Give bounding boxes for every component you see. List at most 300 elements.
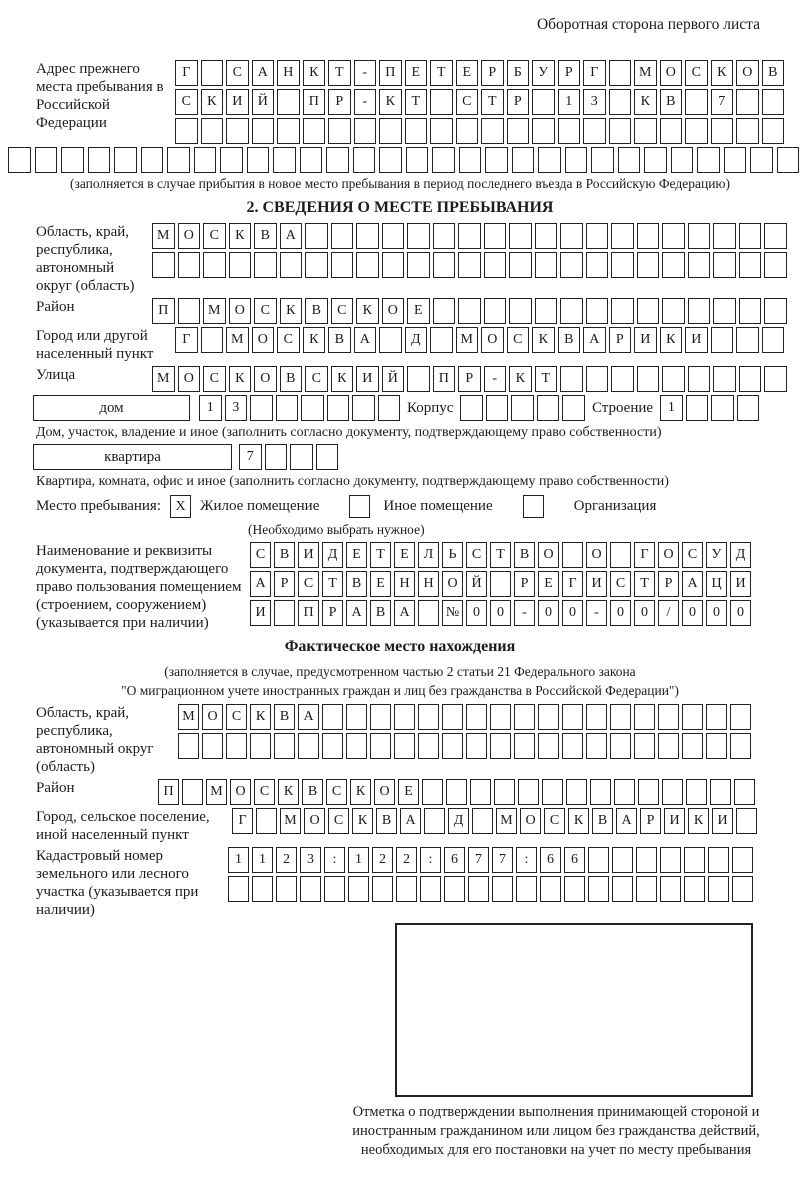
char-cell <box>326 147 349 173</box>
char-cell <box>764 298 787 324</box>
char-cell: И <box>356 366 379 392</box>
char-cell: К <box>660 327 683 353</box>
cadastral-cells <box>228 847 753 902</box>
district-label: Район <box>36 299 75 315</box>
char-cell: О <box>178 366 201 392</box>
actual-location-title: Фактическое место нахождения <box>284 638 516 655</box>
char-cell <box>316 444 339 470</box>
char-cell <box>682 704 703 730</box>
city-row <box>175 327 784 353</box>
char-cell: Е <box>394 542 415 568</box>
char-cell: С <box>254 298 277 324</box>
char-cell <box>201 118 224 144</box>
char-cell <box>762 89 785 115</box>
char-cell: М <box>203 298 226 324</box>
char-cell: Д <box>322 542 343 568</box>
char-cell <box>305 252 328 278</box>
char-cell <box>509 252 532 278</box>
korpus-label: Корпус <box>407 400 454 416</box>
char-cell: Л <box>418 542 439 568</box>
char-cell: А <box>298 704 319 730</box>
char-cell: А <box>280 223 303 249</box>
char-cell: О <box>586 542 607 568</box>
char-cell <box>178 252 201 278</box>
house-type-box: дом <box>33 395 190 421</box>
char-cell: Г <box>583 60 606 86</box>
street-row <box>152 366 787 392</box>
char-cell <box>730 733 751 759</box>
char-cell: О <box>538 542 559 568</box>
char-cell <box>348 876 369 902</box>
char-cell: И <box>712 808 733 834</box>
char-cell: Г <box>634 542 655 568</box>
char-cell: 6 <box>444 847 465 873</box>
char-cell <box>537 395 560 421</box>
fact-region-block <box>8 704 792 776</box>
char-cell: К <box>509 366 532 392</box>
char-cell <box>433 298 456 324</box>
char-cell <box>490 571 511 597</box>
char-cell <box>250 733 271 759</box>
house-note: Дом, участок, владение и иное (заполнить согласно документу, подтверждающему право собственности) <box>36 425 662 440</box>
char-cell: 0 <box>562 600 583 626</box>
char-cell <box>405 118 428 144</box>
char-cell <box>685 118 708 144</box>
char-cell <box>736 89 759 115</box>
char-cell: 0 <box>610 600 631 626</box>
char-cell: Т <box>535 366 558 392</box>
char-cell <box>379 147 402 173</box>
fact-region-row1 <box>178 704 751 730</box>
char-cell: 2 <box>396 847 417 873</box>
char-cell: В <box>328 327 351 353</box>
char-cell <box>354 118 377 144</box>
char-cell: С <box>685 60 708 86</box>
place-type-label: Место пребывания: <box>36 498 161 514</box>
char-cell <box>394 733 415 759</box>
char-cell <box>697 147 720 173</box>
char-cell <box>494 779 515 805</box>
char-cell <box>611 223 634 249</box>
char-cell: У <box>706 542 727 568</box>
char-cell: В <box>370 600 391 626</box>
char-cell <box>565 147 588 173</box>
char-cell <box>252 876 273 902</box>
char-cell <box>252 118 275 144</box>
char-cell <box>356 223 379 249</box>
char-cell: К <box>568 808 589 834</box>
char-cell <box>588 847 609 873</box>
char-cell <box>636 847 657 873</box>
char-cell <box>466 704 487 730</box>
char-cell <box>762 118 785 144</box>
char-cell <box>406 147 429 173</box>
document-row2 <box>250 571 751 597</box>
char-cell: М <box>206 779 227 805</box>
char-cell <box>535 223 558 249</box>
char-cell: К <box>229 223 252 249</box>
char-cell <box>490 733 511 759</box>
prev-address-note: (заполняется в случае прибытия в новое место пребывания в период последнего въезда в Российскую Федерацию) <box>69 176 731 191</box>
document-block <box>8 542 792 632</box>
char-cell <box>418 704 439 730</box>
option-zhiloe-label: Жилое помещение <box>200 498 320 514</box>
char-cell <box>540 876 561 902</box>
char-cell: Ц <box>706 571 727 597</box>
char-cell <box>229 252 252 278</box>
char-cell: Т <box>430 60 453 86</box>
char-cell <box>713 366 736 392</box>
char-cell <box>762 327 785 353</box>
char-cell <box>739 366 762 392</box>
char-cell: Е <box>538 571 559 597</box>
char-cell <box>379 118 402 144</box>
apartment-number-cells <box>239 444 338 470</box>
char-cell: С <box>331 298 354 324</box>
char-cell: С <box>250 542 271 568</box>
char-cell <box>378 395 401 421</box>
char-cell <box>609 89 632 115</box>
char-cell <box>566 779 587 805</box>
char-cell: Т <box>490 542 511 568</box>
char-cell <box>686 779 707 805</box>
char-cell <box>484 298 507 324</box>
cadastral-row2 <box>228 876 753 902</box>
fact-city-label: Город, сельское поселение, иной населенный пункт <box>36 809 210 843</box>
char-cell <box>470 779 491 805</box>
char-cell: Г <box>175 327 198 353</box>
actual-location-note2: "О миграционном учете иностранных граждан и лиц без гражданства в Российской Федерации") <box>121 683 679 698</box>
char-cell <box>637 223 660 249</box>
char-cell <box>662 779 683 805</box>
char-cell: П <box>152 298 175 324</box>
char-cell <box>662 298 685 324</box>
char-cell <box>532 89 555 115</box>
char-cell <box>250 395 273 421</box>
char-cell <box>614 779 635 805</box>
char-cell <box>611 298 634 324</box>
region-row2 <box>152 252 787 278</box>
region-block <box>8 223 792 295</box>
char-cell: 7 <box>711 89 734 115</box>
char-cell: : <box>420 847 441 873</box>
char-cell <box>300 147 323 173</box>
char-cell <box>430 327 453 353</box>
char-cell: П <box>303 89 326 115</box>
char-cell <box>346 704 367 730</box>
char-cell: О <box>304 808 325 834</box>
stroenie-label: Строение <box>591 400 654 416</box>
char-cell: О <box>442 571 463 597</box>
char-cell: К <box>229 366 252 392</box>
char-cell: К <box>356 298 379 324</box>
char-cell <box>372 876 393 902</box>
char-cell <box>228 876 249 902</box>
stamp-caption: Отметка о подтверждении выполнения принимающей стороной и иностранным гражданином или лицом без гражданства действий, необходимых для его постановки на учет по месту пребывания <box>352 1104 760 1158</box>
char-cell: Д <box>405 327 428 353</box>
char-cell <box>713 223 736 249</box>
char-cell <box>276 876 297 902</box>
char-cell <box>586 223 609 249</box>
char-cell: С <box>682 542 703 568</box>
char-cell: А <box>682 571 703 597</box>
char-cell <box>507 118 530 144</box>
char-cell <box>636 876 657 902</box>
char-cell <box>511 395 534 421</box>
prev-address-row3 <box>175 118 784 144</box>
korpus-cells <box>460 395 585 421</box>
char-cell <box>637 252 660 278</box>
char-cell <box>458 252 481 278</box>
char-cell <box>484 223 507 249</box>
char-cell <box>509 298 532 324</box>
char-cell <box>660 118 683 144</box>
char-cell: Р <box>322 600 343 626</box>
char-cell <box>688 298 711 324</box>
char-cell <box>201 60 224 86</box>
char-cell: В <box>660 89 683 115</box>
option-inoe-label: Иное помещение <box>383 498 493 514</box>
char-cell <box>658 733 679 759</box>
fact-region-cells <box>178 704 751 759</box>
char-cell <box>732 847 753 873</box>
char-cell <box>446 779 467 805</box>
char-cell: 0 <box>730 600 751 626</box>
fact-region-label: Область, край, республика, автономный округ (область) <box>36 705 154 775</box>
char-cell <box>432 147 455 173</box>
char-cell: С <box>203 223 226 249</box>
char-cell: К <box>379 89 402 115</box>
char-cell: 1 <box>348 847 369 873</box>
checkbox-inoe <box>349 495 370 518</box>
char-cell <box>433 252 456 278</box>
char-cell <box>708 847 729 873</box>
char-cell: 1 <box>660 395 683 421</box>
apartment-row <box>8 444 792 470</box>
char-cell <box>226 118 249 144</box>
char-cell: Р <box>658 571 679 597</box>
char-cell <box>407 366 430 392</box>
char-cell <box>201 327 224 353</box>
char-cell: В <box>274 704 295 730</box>
char-cell: П <box>433 366 456 392</box>
char-cell: - <box>586 600 607 626</box>
char-cell: Е <box>407 298 430 324</box>
char-cell <box>562 733 583 759</box>
char-cell: Г <box>562 571 583 597</box>
char-cell <box>739 298 762 324</box>
char-cell <box>682 733 703 759</box>
char-cell: Н <box>394 571 415 597</box>
char-cell: О <box>520 808 541 834</box>
char-cell: В <box>305 298 328 324</box>
char-cell <box>750 147 773 173</box>
prev-address-label: Адрес прежнего места пребывания в Российской Федерации <box>36 61 164 131</box>
char-cell <box>713 252 736 278</box>
char-cell: О <box>202 704 223 730</box>
document-row1 <box>250 542 751 568</box>
char-cell: Й <box>252 89 275 115</box>
char-cell: В <box>558 327 581 353</box>
char-cell: Т <box>405 89 428 115</box>
char-cell <box>710 779 731 805</box>
char-cell <box>734 779 755 805</box>
house-row <box>8 395 792 421</box>
char-cell <box>562 542 583 568</box>
char-cell <box>273 147 296 173</box>
char-cell <box>562 704 583 730</box>
char-cell <box>562 395 585 421</box>
char-cell <box>418 600 439 626</box>
char-cell: : <box>516 847 537 873</box>
char-cell: С <box>610 571 631 597</box>
city-label: Город или другой населенный пункт <box>36 328 154 362</box>
char-cell: И <box>634 327 657 353</box>
char-cell <box>254 252 277 278</box>
char-cell: Д <box>448 808 469 834</box>
char-cell <box>736 327 759 353</box>
char-cell <box>671 147 694 173</box>
char-cell <box>739 223 762 249</box>
char-cell: 3 <box>583 89 606 115</box>
char-cell <box>485 147 508 173</box>
house-number-cells <box>199 395 400 421</box>
char-cell <box>277 89 300 115</box>
section2-title: 2. СВЕДЕНИЯ О МЕСТЕ ПРЕБЫВАНИЯ <box>246 199 554 216</box>
char-cell <box>686 395 709 421</box>
char-cell: 3 <box>225 395 248 421</box>
char-cell: Й <box>382 366 405 392</box>
char-cell <box>591 147 614 173</box>
char-cell <box>514 733 535 759</box>
char-cell <box>564 876 585 902</box>
fact-district-label: Район <box>36 780 75 796</box>
char-cell <box>456 118 479 144</box>
char-cell <box>532 118 555 144</box>
char-cell: № <box>442 600 463 626</box>
document-label: Наименование и реквизиты документа, подтверждающего право пользования помещением (строением, сооружением) (указывается при наличии) <box>36 543 242 631</box>
char-cell: О <box>660 60 683 86</box>
char-cell <box>220 147 243 173</box>
char-cell <box>706 733 727 759</box>
char-cell <box>424 808 445 834</box>
char-cell: И <box>298 542 319 568</box>
char-cell <box>711 327 734 353</box>
char-cell: И <box>250 600 271 626</box>
char-cell: 0 <box>634 600 655 626</box>
char-cell <box>331 223 354 249</box>
confirmation-stamp-box <box>395 923 753 1097</box>
char-cell: С <box>277 327 300 353</box>
city-block <box>8 327 792 363</box>
district-row <box>152 298 787 324</box>
char-cell: К <box>711 60 734 86</box>
char-cell: С <box>175 89 198 115</box>
char-cell <box>394 704 415 730</box>
char-cell <box>586 704 607 730</box>
char-cell <box>194 147 217 173</box>
fact-city-row <box>232 808 757 834</box>
char-cell <box>459 147 482 173</box>
char-cell <box>442 704 463 730</box>
char-cell <box>61 147 84 173</box>
char-cell: В <box>346 571 367 597</box>
cadastral-block <box>8 847 792 919</box>
char-cell <box>706 704 727 730</box>
char-cell <box>609 60 632 86</box>
option-organizaciya-label: Организация <box>573 498 657 514</box>
char-cell <box>684 876 705 902</box>
char-cell: У <box>532 60 555 86</box>
street-label: Улица <box>36 367 76 383</box>
char-cell: В <box>280 366 303 392</box>
char-cell <box>611 252 634 278</box>
char-cell <box>660 876 681 902</box>
char-cell: К <box>250 704 271 730</box>
prev-address-block <box>8 60 792 144</box>
char-cell <box>484 252 507 278</box>
char-cell: С <box>544 808 565 834</box>
char-cell <box>265 444 288 470</box>
checkbox-organizaciya <box>523 495 544 518</box>
char-cell <box>662 366 685 392</box>
char-cell <box>226 733 247 759</box>
char-cell <box>353 147 376 173</box>
char-cell: И <box>664 808 685 834</box>
char-cell: 0 <box>538 600 559 626</box>
char-cell: О <box>178 223 201 249</box>
cadastral-row1 <box>228 847 753 873</box>
char-cell: - <box>354 89 377 115</box>
char-cell: 7 <box>492 847 513 873</box>
fact-district-row <box>158 779 755 805</box>
char-cell <box>560 366 583 392</box>
char-cell <box>324 876 345 902</box>
char-cell <box>370 733 391 759</box>
char-cell <box>535 298 558 324</box>
char-cell: С <box>326 779 347 805</box>
document-row3 <box>250 600 751 626</box>
char-cell: Т <box>481 89 504 115</box>
char-cell <box>542 779 563 805</box>
char-cell: А <box>252 60 275 86</box>
char-cell <box>514 704 535 730</box>
char-cell <box>460 395 483 421</box>
char-cell: С <box>203 366 226 392</box>
district-block <box>8 298 792 324</box>
char-cell <box>509 223 532 249</box>
char-cell: - <box>514 600 535 626</box>
char-cell <box>708 876 729 902</box>
char-cell: 1 <box>252 847 273 873</box>
char-cell: 1 <box>228 847 249 873</box>
char-cell <box>430 118 453 144</box>
char-cell <box>634 733 655 759</box>
char-cell <box>396 876 417 902</box>
char-cell <box>322 733 343 759</box>
char-cell <box>472 808 493 834</box>
char-cell: М <box>280 808 301 834</box>
char-cell: С <box>328 808 349 834</box>
char-cell: К <box>331 366 354 392</box>
char-cell <box>458 223 481 249</box>
char-cell <box>247 147 270 173</box>
char-cell: О <box>374 779 395 805</box>
char-cell <box>516 876 537 902</box>
char-cell <box>739 252 762 278</box>
char-cell: Р <box>481 60 504 86</box>
char-cell: М <box>456 327 479 353</box>
